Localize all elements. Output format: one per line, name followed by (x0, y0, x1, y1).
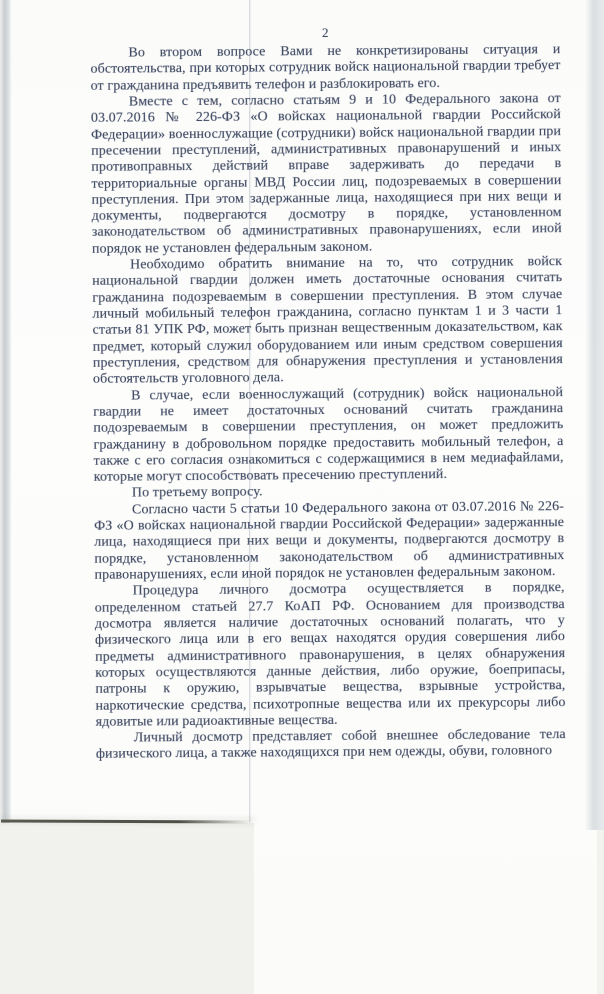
paragraph-question-three-heading: По третьему вопросу. (131, 484, 263, 501)
page-number: 2 (321, 24, 329, 40)
paragraph-sufficient-grounds-upk-81: Необходимо обратить внимание на то, что сотрудник войск национальной гвардии должен иметь достаточные основания считать гражданина подозреваемым в совершении преступления. В этом случае личный мобильный телефон гражданина, согласно пунктам 1 и 3 части 1 статьи 81 УПК РФ, может быть признан вещественным доказательством, как предмет, который служил оборудованием или иным средством совершения преступления, средством для обнаружения преступления и установления обстоятельств уголовного дела. (92, 254, 563, 388)
paragraph-personal-search-definition: Личный досмотр представляет собой внешнее обследование тела физического лица, а также находящихся при нем одежды, обуви, головного (95, 727, 566, 763)
paragraph-koap-27-7-search-procedure: Процедура личного досмотра осуществляется в порядке, определенном статьей 27.7 КоАП РФ. Основанием для производства досмотра является наличие достаточных оснований полагать, что у физического лица или в его вещах находятся орудия совершения либо предметы административного правонарушения, в целях обнаружения которых осуществляются данные действия, либо оружие, боеприпасы, патроны к оружию, взрывчатые вещества, взрывные устройства, наркотические средства, психотропные вещества или их прекурсоры либо ядовитые или радиоактивные вещества. (94, 580, 566, 730)
paragraph-question-two-intro: Во втором вопросе Вами не конкретизированы ситуация и обстоятельства, при которых сотрудник войск национальной гвардии требует от гражданина предъявить телефон и разблокировать его. (90, 42, 561, 94)
paragraph-voluntary-phone-provision: В случае, если военнослужащий (сотрудник) войск национальной гвардии не имеет достаточных оснований считать гражданина подозреваемым в совершении преступления, он может предложить гражданину в добровольном порядке предоставить мобильный телефон, а также с его согласия ознакомиться с содержащимися в нем медиафайлами, которые могут способствовать пресечению преступлений. (93, 384, 564, 485)
paragraph-law-226fz-article-10-part-5: Согласно части 5 статьи 10 Федерального закона от 03.07.2016 № 226-ФЗ «О войсках национальной гвардии Российской Федерации» задержанные лица, находящиеся при них вещи и документы, подвергаются досмотру в порядке, установленном законодательством об административных правонарушениях, если иной порядок не установлен федеральным законом. (94, 498, 565, 583)
paragraph-law-226fz-articles-9-10: Вместе с тем, согласно статьям 9 и 10 Федерального закона от 03.07.2016 № 226-ФЗ «О войсках национальной гвардии Российской Федерации» военнослужащие (сотрудники) войск национальной гвардии при пресечении преступлений, административных правонарушений и иных противоправных действий вправе задерживать до передачи в территориальные органы МВД России лиц, подозреваемых в совершении преступления. При этом задержанные лица, находящиеся при них вещи и документы, подвергаются досмотру в порядке, установленном законодательством об административных правонарушениях, если иной порядок не установлен федеральным законом. (90, 91, 562, 257)
text-block (90, 42, 566, 763)
